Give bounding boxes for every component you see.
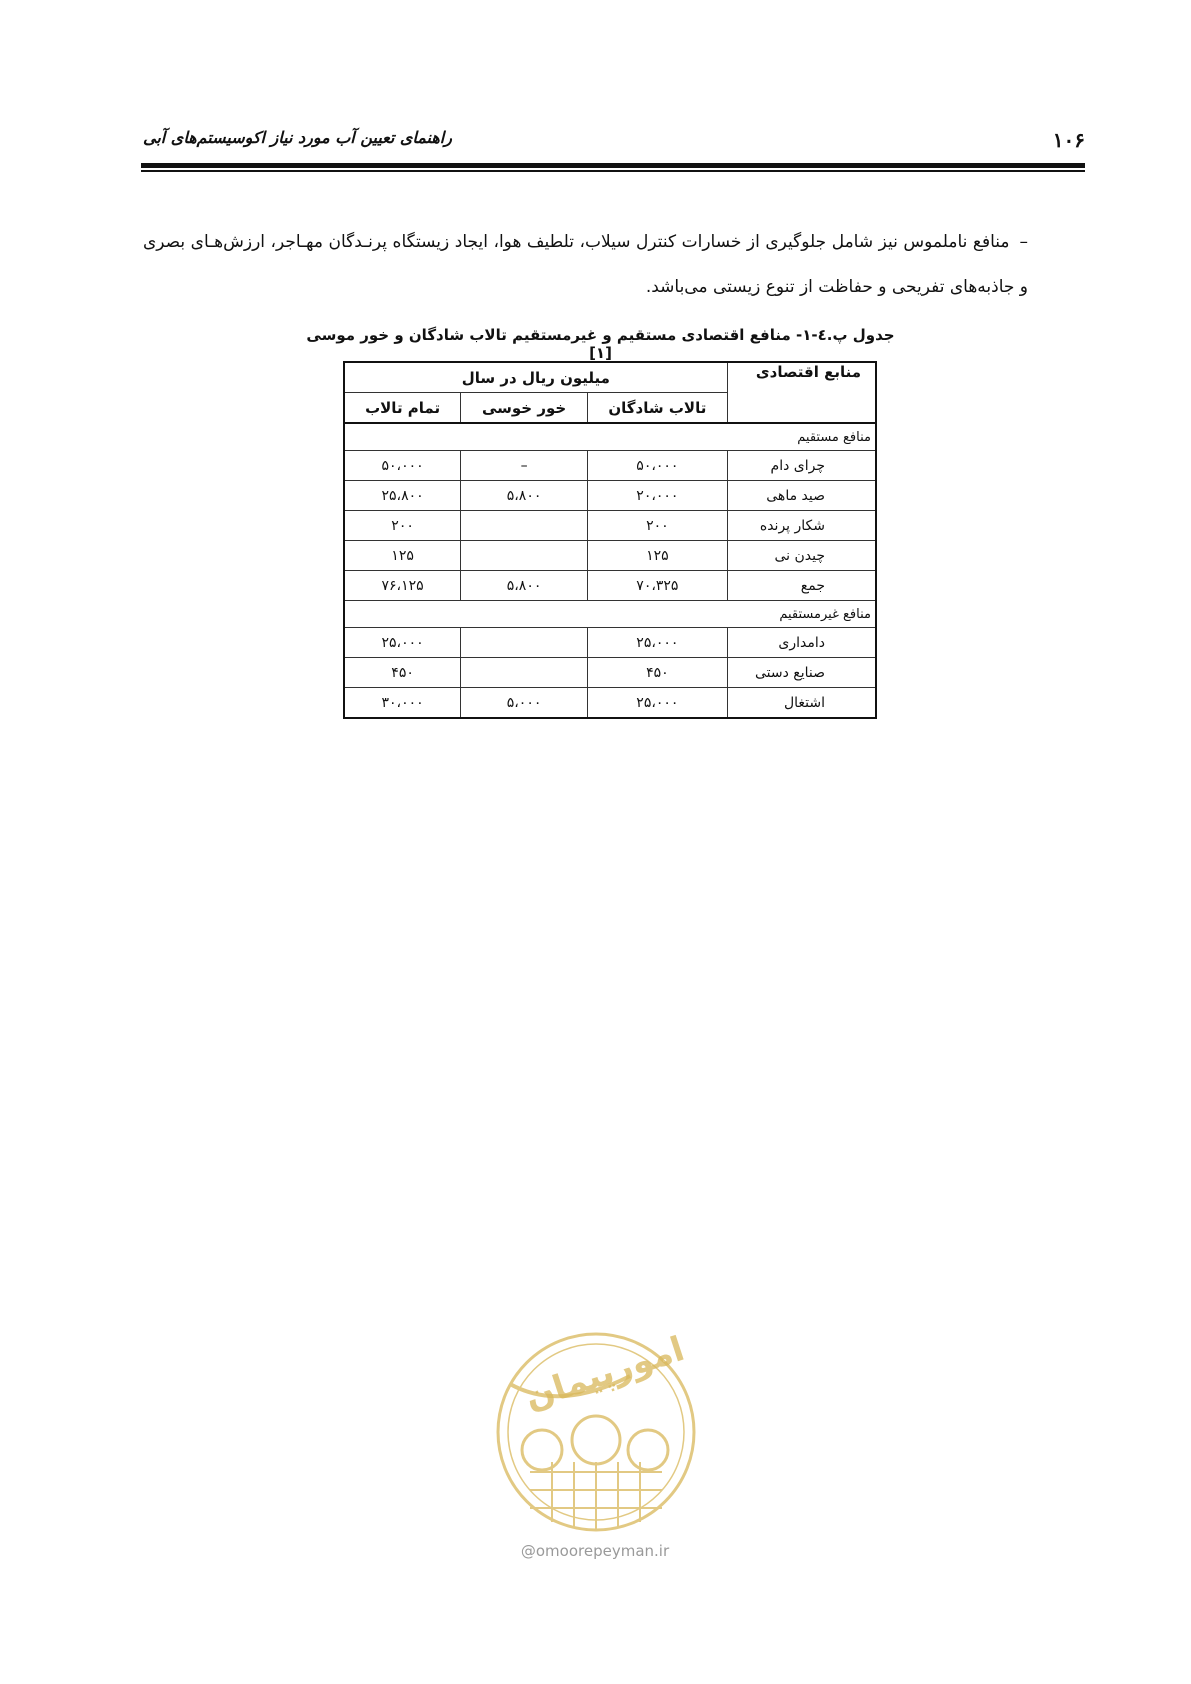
book-title: راهنمای تعیین آب مورد نیاز اکوسیستم‌های آبی — [143, 128, 452, 147]
row-label: چیدن نی — [727, 541, 876, 571]
row-label: جمع — [727, 571, 876, 601]
table-row — [344, 628, 876, 658]
table-cell: ۴۵۰ — [587, 658, 727, 688]
row-label: اشتغال — [727, 688, 876, 719]
table-row — [344, 451, 876, 481]
bullet-dash: – — [1019, 232, 1028, 252]
watermark-url: @omoorepeyman.ir — [520, 1542, 670, 1560]
table-cell — [461, 658, 588, 688]
group-label: منافع غیرمستقیم — [344, 601, 876, 628]
economic-benefits-table — [343, 361, 877, 719]
table-cell: ۵،۰۰۰ — [461, 688, 588, 719]
table-row — [344, 511, 876, 541]
table-cell: ۲۵،۸۰۰ — [344, 481, 461, 511]
table-row — [344, 481, 876, 511]
running-header — [143, 128, 1085, 150]
table-cell: ۱۲۵ — [587, 541, 727, 571]
watermark-logo — [490, 1322, 702, 1544]
row-label: چرای دام — [727, 451, 876, 481]
group-label: منافع مستقیم — [344, 423, 876, 451]
svg-text:امورپیمان: امورپیمان — [520, 1329, 690, 1419]
table-caption: جدول پ.٤-۱- منافع اقتصادی مستقیم و غیرمستقیم تالاب شادگان و خور موسی [۱] — [306, 326, 895, 362]
table-cell: ۷۰،۳۲۵ — [587, 571, 727, 601]
table-cell: ۱۲۵ — [344, 541, 461, 571]
row-label: شکار پرنده — [727, 511, 876, 541]
table-cell: ۴۵۰ — [344, 658, 461, 688]
column-header: تالاب شادگان — [587, 393, 727, 424]
table-cell — [461, 511, 588, 541]
logo-seal-icon — [490, 1322, 702, 1544]
group-row — [344, 601, 876, 628]
table-cell: – — [461, 451, 588, 481]
header-unit: میلیون ریال در سال — [344, 362, 727, 393]
table-cell — [461, 628, 588, 658]
table-row — [344, 688, 876, 719]
row-label: صید ماهی — [727, 481, 876, 511]
table-cell: ۳۰،۰۰۰ — [344, 688, 461, 719]
table-cell: ۲۰۰ — [587, 511, 727, 541]
row-label: صنایع دستی — [727, 658, 876, 688]
header-rule-thin — [141, 170, 1085, 172]
table-cell: ۲۵،۰۰۰ — [344, 628, 461, 658]
table-row — [344, 571, 876, 601]
table-cell — [461, 541, 588, 571]
table-cell: ۲۰۰ — [344, 511, 461, 541]
paragraph-text: منافع ناملموس نیز شامل جلوگیری از خسارات کنترل سیلاب، تلطیف هوا، ایجاد زیستگاه پرنـدگان مهـاجر، ارزش‌هـای بصری و جاذبه‌های تفریحی و حفاظت از تنوع زیستی می‌باشد. — [143, 232, 1028, 297]
group-row — [344, 423, 876, 451]
column-header: خور خوسی — [461, 393, 588, 424]
header-resources: منابع اقتصادی — [727, 362, 876, 423]
row-label: دامداری — [727, 628, 876, 658]
table-cell: ۵،۸۰۰ — [461, 481, 588, 511]
column-header: تمام تالاب — [344, 393, 461, 424]
table-cell: ۷۶،۱۲۵ — [344, 571, 461, 601]
page-number: ۱۰۶ — [1052, 128, 1085, 152]
header-rule-thick — [141, 163, 1085, 168]
table-cell: ۲۵،۰۰۰ — [587, 688, 727, 719]
table-cell: ۵۰،۰۰۰ — [344, 451, 461, 481]
table-cell: ۲۰،۰۰۰ — [587, 481, 727, 511]
table-cell: ۵،۸۰۰ — [461, 571, 588, 601]
table-cell: ۲۵،۰۰۰ — [587, 628, 727, 658]
table-row — [344, 658, 876, 688]
bullet-paragraph — [143, 220, 1028, 310]
table-cell: ۵۰،۰۰۰ — [587, 451, 727, 481]
table-row — [344, 541, 876, 571]
